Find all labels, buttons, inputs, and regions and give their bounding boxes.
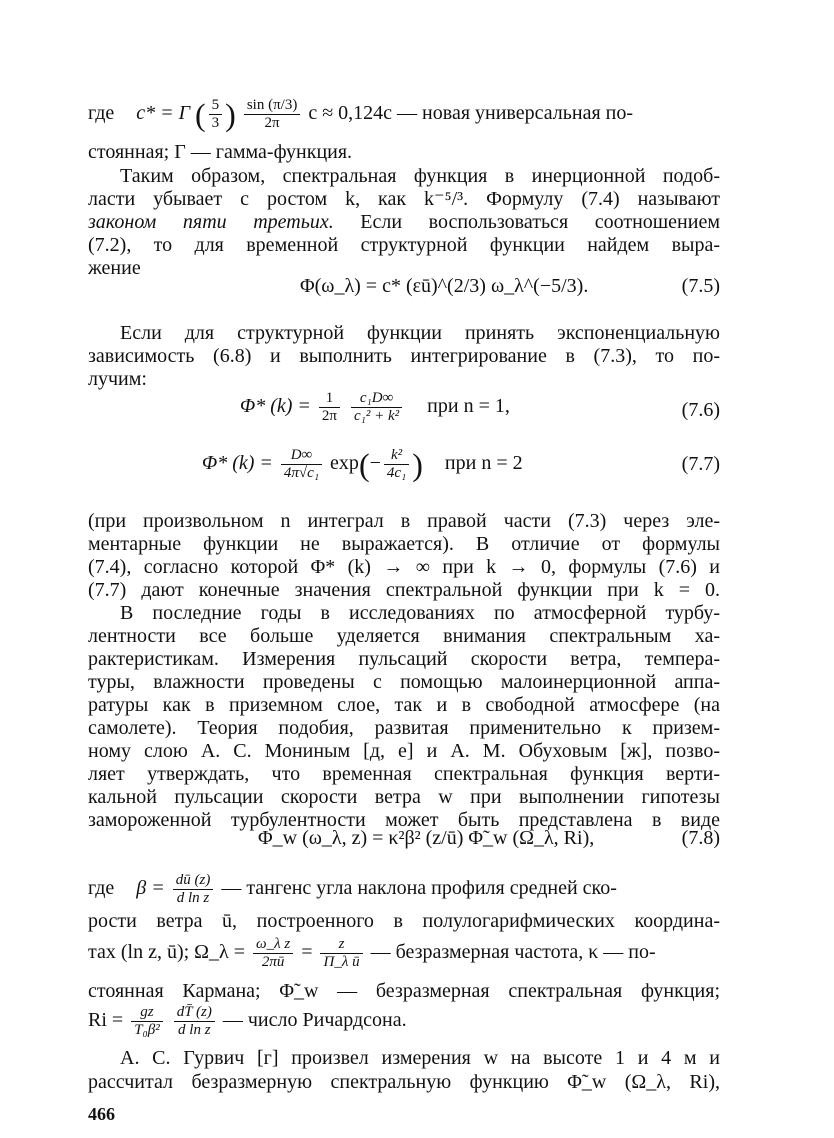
equation-number: (7.7) bbox=[681, 453, 720, 475]
fraction: $\frac{\text{k²}}{\text{4c₁}}$ bbox=[384, 447, 409, 482]
text-line: Таким образом, спектральная функция в инерционной подоб- bbox=[120, 165, 720, 187]
text-line: (при произвольном n интеграл в правой части (7.3) через эле- bbox=[88, 510, 720, 532]
gamma-fraction: $\frac{5}{3}$ bbox=[209, 97, 223, 132]
fraction: $\frac{dT̄ (z)}{\text{d ln z}}$ bbox=[174, 1004, 215, 1039]
sin-fraction: $\frac{\sin (\pi/3)}{2\pi}$ bbox=[244, 97, 301, 132]
fraction: $\frac{gz}{\text{T₀β²}}$ bbox=[131, 1004, 163, 1039]
text-line: рассчитал безразмерную спектральную функцию Φ̃_w (Ω_λ, Ri), bbox=[88, 1071, 720, 1093]
equation-7-5: Φ(ω_λ) = c* (εū)^(2/3) ω_λ^(−5/3). bbox=[300, 275, 589, 297]
text-line: замороженной турбулентности может быть представлена в виде bbox=[88, 809, 720, 831]
fraction: $\frac{D\infty}{\text{4π√c₁}}$ bbox=[281, 447, 322, 482]
richardson-definition-line: Ri = $\frac{gz}{\text{T₀β²}}$ $\frac{dT̄ (z)}{\text{d ln z}}$ — число Ричардсона. bbox=[88, 1004, 407, 1038]
text-line: жение bbox=[88, 257, 141, 279]
fraction: $\frac{z}{\text{Π\_λ ū}}$ bbox=[320, 936, 362, 971]
law-of-five-thirds: законом пяти третьих. bbox=[88, 211, 334, 233]
text-line: (7.2), то для временной структурной функции найдем выра- bbox=[88, 234, 720, 256]
text-line: В последние годы в исследованиях по атмосферной турбу- bbox=[120, 602, 720, 624]
fraction: $\frac{dū (z)}{\text{d ln z}}$ bbox=[173, 872, 214, 907]
text-line: рости ветра ū, построенного в полулогарифмических координа- bbox=[88, 910, 720, 932]
c-star-lhs: c* = Γ bbox=[136, 102, 191, 125]
formula-c-star-line: где c* = Γ ( $\frac{5}{3}$ ) $\frac{\sin (\pi/3)}{2\pi}$ c ≈ 0,124c — новая универсальная по- bbox=[88, 96, 634, 133]
text-line: (7.4), согласно которой Φ* (k) → ∞ при k → 0, формулы (7.6) и bbox=[88, 556, 720, 578]
text-line: ментарные функции не выражается). В отличие от формулы bbox=[88, 533, 720, 555]
text-line: самолете). Теория подобия, развитая применительно к призем- bbox=[88, 717, 720, 739]
text-line: Если для структурной функции принять экспоненциальную bbox=[120, 322, 720, 344]
equation-number: (7.5) bbox=[681, 275, 720, 297]
text-line: лучим: bbox=[88, 368, 147, 390]
text-line: (7.7) дают конечные значения спектральной функции при k = 0. bbox=[88, 579, 720, 601]
c-star-tail: c ≈ 0,124c — новая универсальная по- bbox=[308, 102, 634, 125]
text-line: ному слою А. С. Мониным [д, е] и А. М. Обуховым [ж], позво- bbox=[88, 740, 720, 762]
omega-definition-line: тах (ln z, ū); Ω_λ = $\frac{\text{ω\_λ z}}{2\pi ū}$ = $\frac{z}{\text{Π\_λ ū}}$ — безразмерная частота, κ — по- bbox=[88, 936, 656, 970]
text-line: туры, влажности проведены с помощью малоинерционной аппа- bbox=[88, 671, 720, 693]
text-line: законом пяти третьих. Если воспользоваться соотношением bbox=[88, 211, 720, 233]
page-number: 466 bbox=[88, 1104, 115, 1124]
equation-7-7: Φ* (k) = $\frac{D\infty}{\text{4π√c₁}}$ exp(− $\frac{\text{k²}}{\text{4c₁}}$ ) при n = 2 bbox=[202, 446, 523, 483]
text-line: стоянная; Γ — гамма-функция. bbox=[88, 141, 353, 163]
text-line: кальной пульсации скорости ветра w при выполнении гипотезы bbox=[88, 786, 720, 808]
text-line: рактеристикам. Измерения пульсаций скорости ветра, темпера- bbox=[88, 648, 720, 670]
text-line: А. С. Гурвич [г] произвел измерения w на высоте 1 и 4 м и bbox=[120, 1047, 720, 1069]
text-line: лентности все больше уделяется внимания спектральным ха- bbox=[88, 625, 720, 647]
text-line: ляет утверждать, что временная спектральная функция верти- bbox=[88, 763, 720, 785]
fraction: $\frac{\text{ω\_λ z}}{2\pi ū}$ bbox=[253, 936, 293, 971]
text-line: ратуры как в приземном слое, так и в свободной атмосфере (на bbox=[88, 694, 720, 716]
equation-number: (7.8) bbox=[681, 827, 720, 849]
equation-number: (7.6) bbox=[681, 399, 720, 421]
fraction: $\frac{\text{c₁D∞}}{\text{c₁² + k²}}$ bbox=[351, 390, 402, 425]
equation-7-6: Φ* (k) = $\frac{1}{2\pi}$ $\frac{\text{c₁D∞}}{\text{c₁² + k²}}$ при n = 1, bbox=[240, 390, 510, 424]
text-line: стоянная Кармана; Φ̃_w — безразмерная спектральная функция; bbox=[88, 980, 720, 1002]
text-line: зависимость (6.8) и выполнить интегрирование в (7.3), то по- bbox=[88, 345, 720, 367]
text-where: где bbox=[88, 102, 115, 125]
beta-definition-line: где β = $\frac{dū (z)}{\text{d ln z}}$ — тангенс угла наклона профиля средней ско- bbox=[88, 872, 617, 906]
text-line: ласти убывает с ростом k, как k⁻⁵/³. Формулу (7.4) называют bbox=[88, 188, 720, 210]
equation-7-8: Φ_w (ω_λ, z) = κ²β² (z/ū) Φ̃_w (Ω_λ, Ri), bbox=[258, 827, 595, 849]
fraction: $\frac{1}{2\pi}$ bbox=[319, 390, 340, 425]
